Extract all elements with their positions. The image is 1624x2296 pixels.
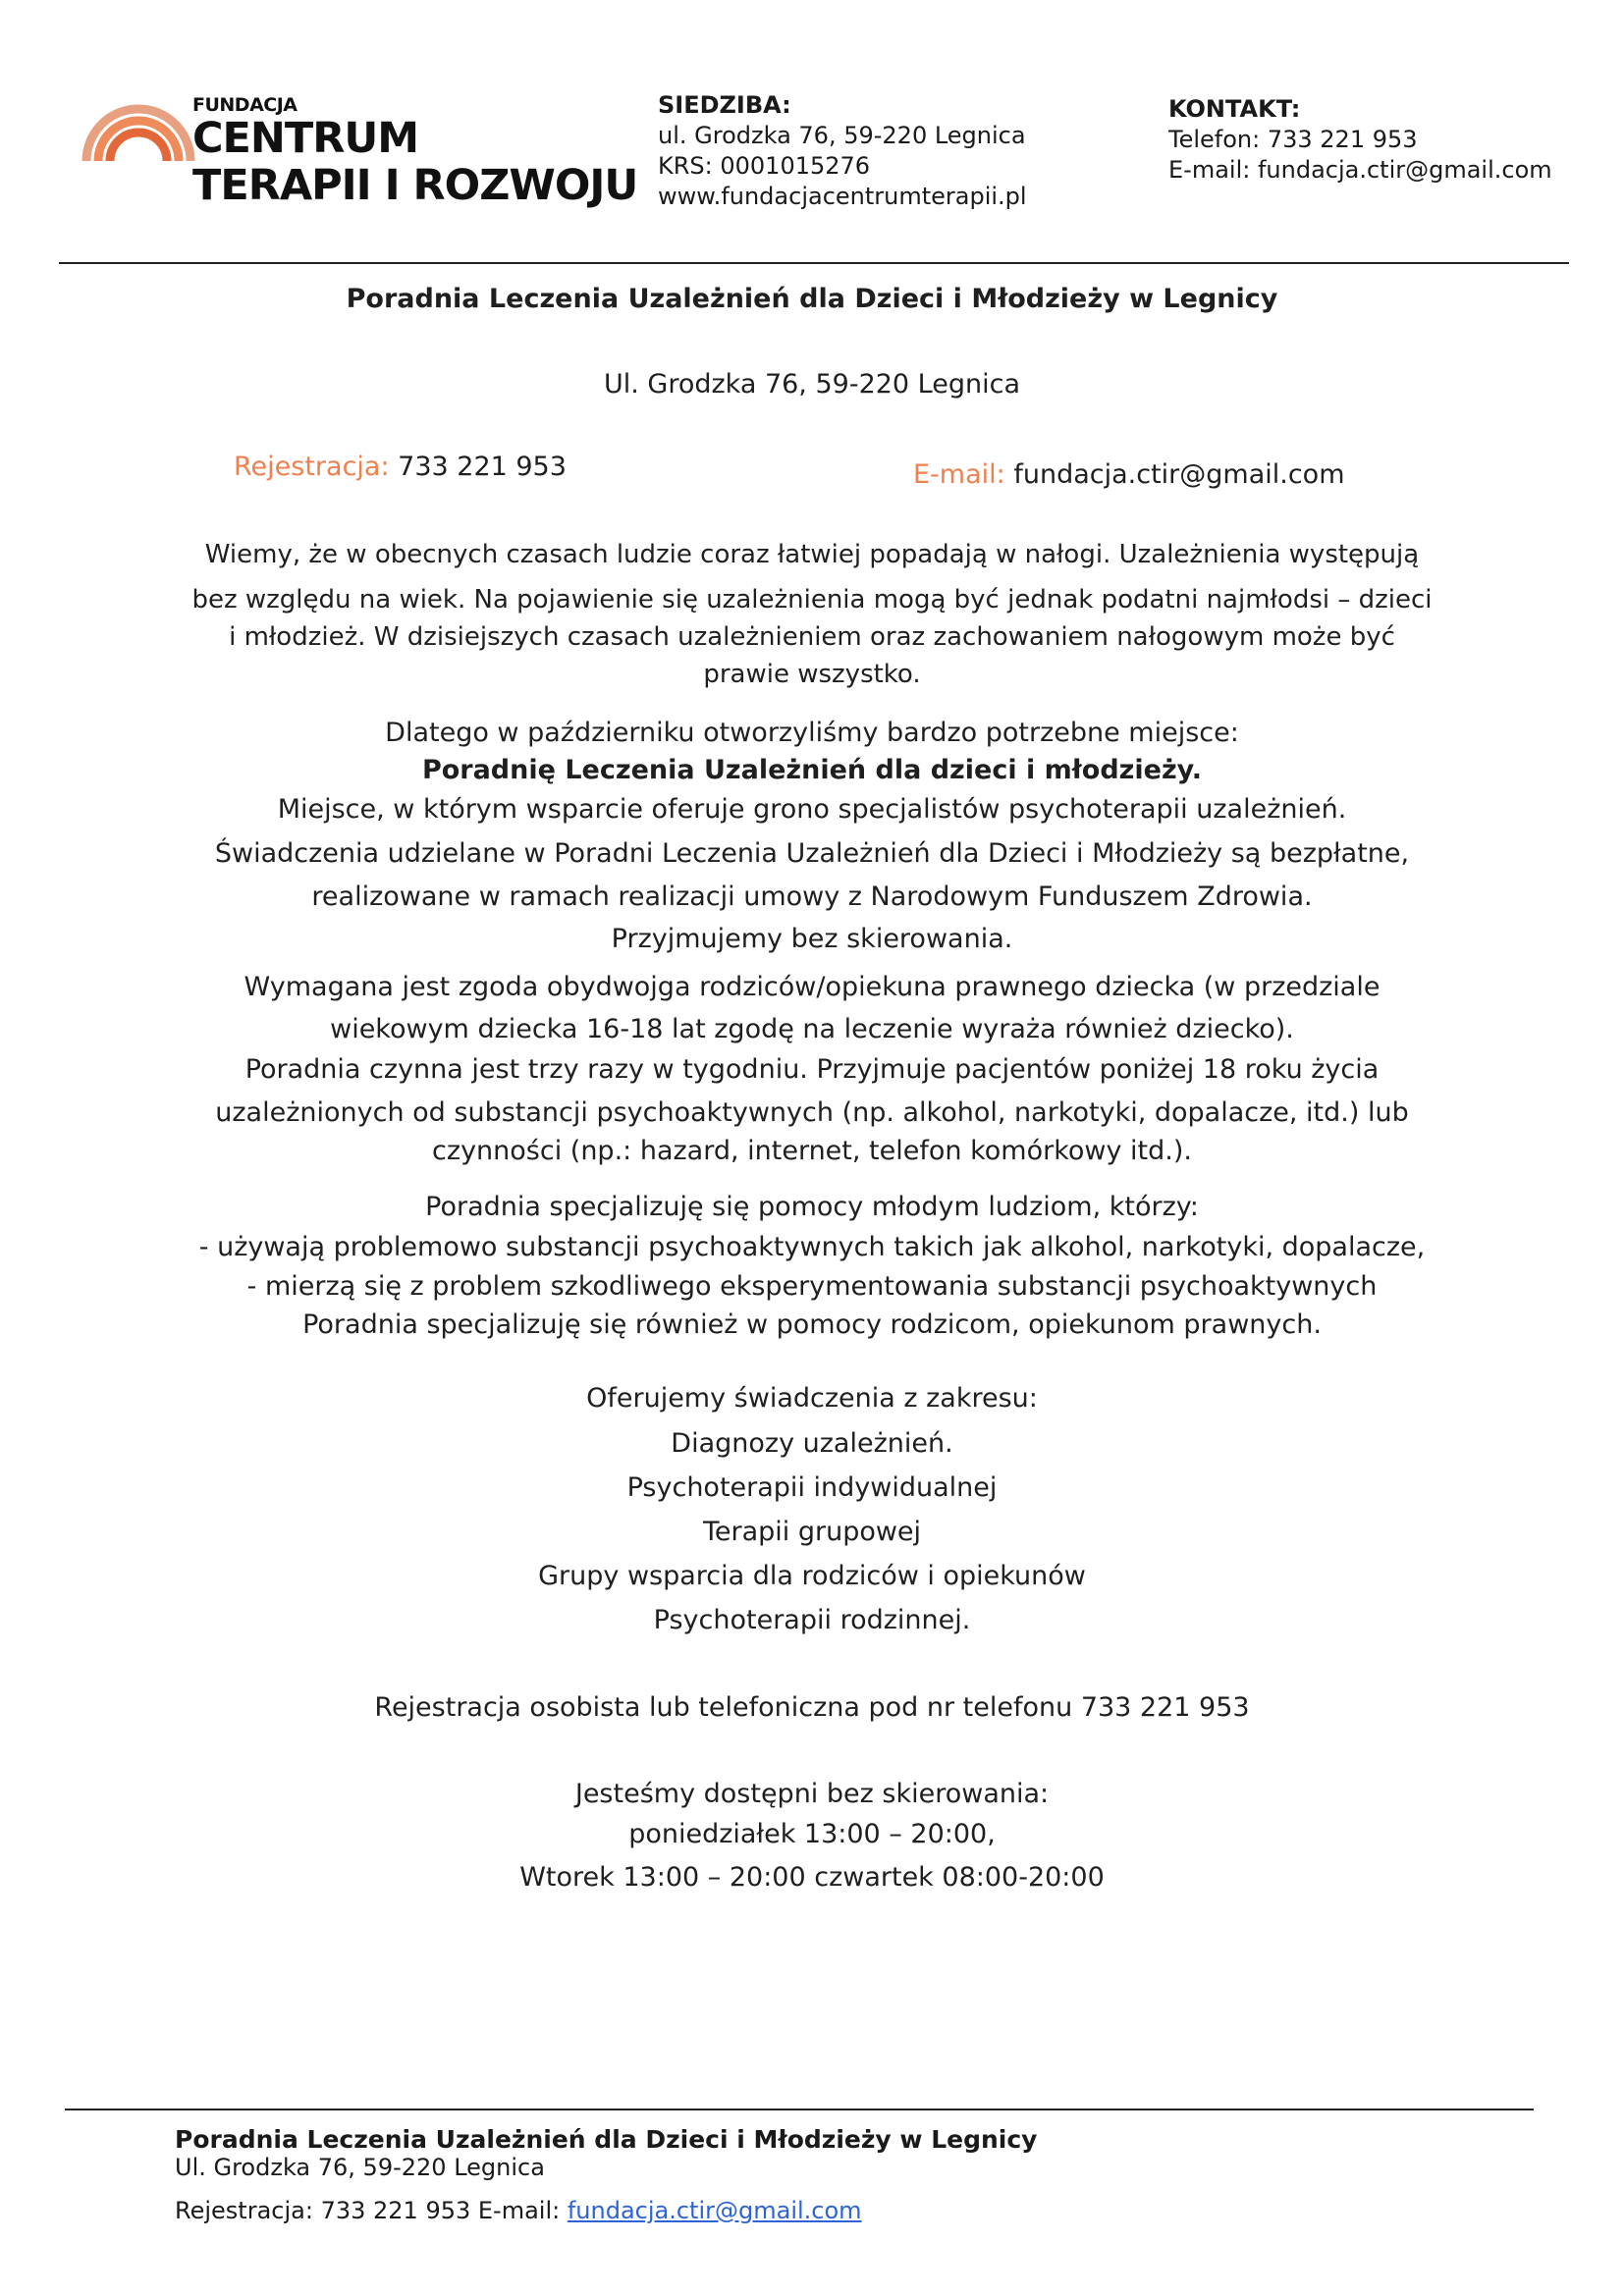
place-line: Miejsce, w którym wsparcie oferuje grono specjalistów psychoterapii uzależnień. (277, 794, 1347, 825)
free-line-2: realizowane w ramach realizacji umowy z Narodowym Funduszem Zdrowia. (311, 881, 1313, 912)
opened-line: Dlatego w październiku otworzyliśmy bardzo potrzebne miejsce: (385, 718, 1239, 748)
hours-line-1: poniedziałek 13:00 – 20:00, (628, 1819, 996, 1849)
footer-registration-text: Rejestracja: 733 221 953 E-mail: (175, 2197, 568, 2224)
rainbow-arc-logo-icon (81, 102, 196, 161)
bullet-line-2: - mierzą się z problem szkodliwego eksperymentowania substancji psychoaktywnych (246, 1271, 1378, 1302)
contact-phone: Telefon: 733 221 953 (1168, 126, 1418, 153)
service-item: Terapii grupowej (702, 1517, 922, 1547)
logo-centrum: CENTRUM (192, 114, 419, 163)
logo-fundacja: FUNDACJA (192, 94, 298, 116)
intro-line-4: prawie wszystko. (703, 660, 921, 689)
email-line (913, 458, 1345, 492)
seat-website: www.fundacjacentrumterapii.pl (658, 183, 1027, 210)
bullet-line-1: - używają problemowo substancji psychoaktywnych takich jak alkohol, narkotyki, dopalacze, (198, 1232, 1426, 1262)
clinic-address: Ul. Grodzka 76, 59-220 Legnica (603, 369, 1021, 400)
registration-label: Rejestracja: (234, 452, 390, 482)
consent-line-2: wiekowym dziecka 16-18 lat zgodę na leczenie wyraża również dziecko). (330, 1014, 1294, 1044)
specialize-parents: Poradnia specjalizuję się również w pomocy rodzicom, opiekunom prawnych. (302, 1309, 1322, 1340)
no-referral: Przyjmujemy bez skierowania. (611, 924, 1013, 954)
contact-email: E-mail: fundacja.ctir@gmail.com (1168, 156, 1552, 184)
services-heading: Oferujemy świadczenia z zakresu: (586, 1383, 1038, 1414)
service-item: Grupy wsparcia dla rodziców i opiekunów (538, 1561, 1086, 1591)
intro-line-3: i młodzież. W dzisiejszych czasach uzależnieniem oraz zachowaniem nałogowym może być (229, 622, 1395, 652)
clinic-title: Poradnia Leczenia Uzależnień dla Dzieci i Młodzieży w Legnicy (346, 284, 1278, 314)
seat-address: ul. Grodzka 76, 59-220 Legnica (658, 122, 1026, 149)
specialize-heading: Poradnia specjalizuję się pomocy młodym ludziom, którzy: (425, 1192, 1199, 1222)
footer-registration (175, 2195, 862, 2226)
open-line-1: Poradnia czynna jest trzy razy w tygodniu. Przyjmuje pacjentów poniżej 18 roku życia (244, 1054, 1380, 1085)
open-line-3: czynności (np.: hazard, internet, telefon komórkowy itd.). (432, 1136, 1192, 1166)
free-line-1: Świadczenia udzielane w Poradni Leczenia Uzależnień dla Dzieci i Młodzieży są bezpłatne, (214, 838, 1410, 869)
seat-krs: KRS: 0001015276 (658, 152, 871, 180)
available-heading: Jesteśmy dostępni bez skierowania: (574, 1779, 1050, 1809)
footer-title: Poradnia Leczenia Uzależnień dla Dzieci i Młodzieży w Legnicy (175, 2125, 1038, 2154)
hours-line-2: Wtorek 13:00 – 20:00 czwartek 08:00-20:00 (519, 1862, 1105, 1893)
logo-terapii-rozwoju: TERAPII I ROZWOJU (192, 161, 638, 210)
service-item: Diagnozy uzależnień. (671, 1428, 953, 1459)
footer-email-link[interactable]: fundacja.ctir@gmail.com (567, 2197, 862, 2224)
registration-phone: 733 221 953 (389, 452, 567, 482)
service-item: Psychoterapii indywidualnej (626, 1472, 998, 1503)
email-value: fundacja.ctir@gmail.com (1004, 459, 1345, 490)
footer-divider (65, 2109, 1534, 2110)
consent-line-1: Wymagana jest zgoda obydwojga rodziców/opiekuna prawnego dziecka (w przedziale (244, 972, 1380, 1002)
footer-address: Ul. Grodzka 76, 59-220 Legnica (175, 2154, 545, 2181)
intro-line-1: Wiemy, że w obecnych czasach ludzie coraz łatwiej popadają w nałogi. Uzależnienia występują (204, 540, 1420, 569)
email-label: E-mail: (913, 459, 1005, 490)
open-line-2: uzależnionych od substancji psychoaktywnych (np. alkohol, narkotyki, dopalacze, itd.) lub (215, 1097, 1409, 1128)
registration-line (234, 451, 567, 484)
seat-heading: SIEDZIBA: (658, 91, 791, 119)
clinic-name-highlight: Poradnię Leczenia Uzależnień dla dzieci i młodzieży. (421, 755, 1203, 785)
intro-line-2: bez względu na wiek. Na pojawienie się uzależnienia mogą być jednak podatni najmłodsi – dzieci (191, 585, 1433, 614)
seat-block (658, 90, 1027, 212)
service-item: Psychoterapii rodzinnej. (653, 1605, 971, 1635)
contact-heading: KONTAKT: (1168, 95, 1301, 123)
header-divider (59, 262, 1569, 264)
contact-block (1168, 94, 1552, 186)
registration-note: Rejestracja osobista lub telefoniczna pod nr telefonu 733 221 953 (374, 1692, 1250, 1723)
